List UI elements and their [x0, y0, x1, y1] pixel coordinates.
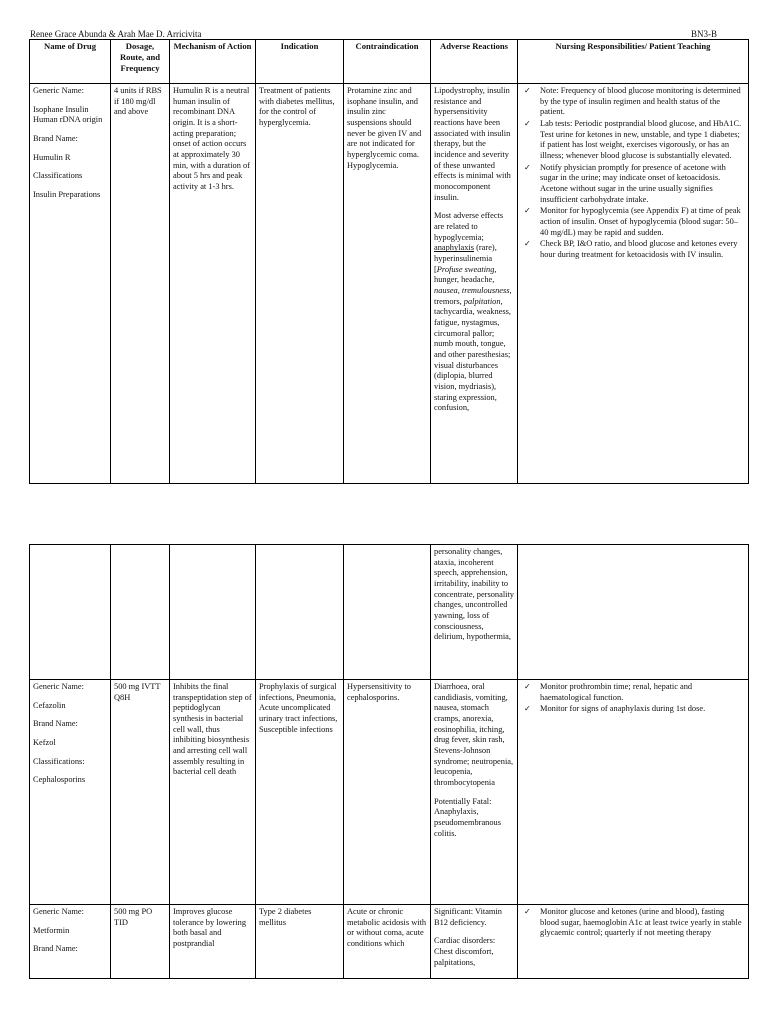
- check-icon: ✓: [524, 239, 531, 249]
- table-row-humulin-continued: [30, 545, 749, 680]
- column-header: Contraindication: [344, 40, 431, 84]
- nursing-cell: [518, 905, 749, 979]
- table-row-humulin: [30, 84, 749, 484]
- check-icon: ✓: [524, 704, 531, 714]
- brand-name-value: Kefzol: [33, 738, 56, 748]
- classification-value: Insulin Preparations: [33, 190, 101, 200]
- brand-name-value: Humulin R: [33, 152, 71, 162]
- drug-name-cell: [30, 905, 111, 979]
- adverse-reactions-cell: personality changes, ataxia, incoherent speech, apprehension, irritability, inability to concentrate, personality changes, uncontrolled yawning, loss of consciousness, delirium, hypothermia,: [431, 545, 518, 680]
- dosage-cell: 4 units if RBS if 180 mg/dl and above: [111, 84, 170, 484]
- indication-cell: Treatment of patients with diabetes mellitus, for the control of hyperglycemia.: [256, 84, 344, 484]
- list-item: ✓ Note: Frequency of blood glucose monitoring is determined by the type of insulin regimen and health status of the patient.: [524, 86, 741, 117]
- classification-value: Cephalosporins: [33, 775, 86, 785]
- drug-name-cell: [30, 680, 111, 905]
- list-item: ✓ Monitor for signs of anaphylaxis during 1st dose.: [524, 704, 706, 714]
- brand-name-label: Brand Name:: [33, 719, 78, 729]
- list-item: ✓ Notify physician promptly for presence of acetone with sugar in the urine; may indicate onset of ketoacidosis. Acetone without sugar in the urine usually signifies insufficient carbohydrate intake.: [524, 162, 726, 204]
- list-item: ✓ Monitor prothrombin time; renal, hepatic and haematological function.: [524, 682, 693, 702]
- table-row-cefazolin: [30, 680, 749, 905]
- list-item: ✓ Monitor for hypoglycemia (see Appendix F) at time of peak action of insulin. Onset of hypoglycemia (blood sugar: 50–40 mg/dL) may be rapid and sudden.: [524, 206, 741, 237]
- check-icon: ✓: [524, 86, 531, 95]
- list-item: ✓ Monitor glucose and ketones (urine and blood), fasting blood sugar, haemoglobin A1c at least twice yearly in stable glycaemic control; quarterly if not meeting therapy: [524, 907, 742, 938]
- nursing-cell: [518, 84, 749, 484]
- table-row-metformin: [30, 905, 749, 979]
- mechanism-cell: Humulin R is a neutral human insulin of recombinant DNA origin. It is a short-acting preparation; onset of action occurs at approximately 30 min, with a duration of about 5 hrs and peak activity at 1-3 hrs.: [170, 84, 256, 484]
- adverse-paragraph: Potentially Fatal: Anaphylaxis, pseudomembranous colitis.: [434, 796, 501, 838]
- table-header-row: [30, 40, 749, 84]
- list-item: ✓ Check BP, I&O ratio, and blood glucose and ketones every hour during treatment for ketoacidosis with IV insulin.: [524, 239, 738, 260]
- adverse-reactions-cell: [431, 905, 518, 979]
- generic-name-label: Generic Name:: [33, 682, 84, 691]
- check-icon: ✓: [524, 119, 531, 129]
- header-authors: Renee Grace Abunda & Arah Mae D. Arricivita: [30, 29, 202, 39]
- adverse-paragraph: Significant: Vitamin B12 deficiency.: [434, 907, 502, 927]
- brand-name-label: Brand Name:: [33, 944, 78, 954]
- adverse-paragraph: Diarrhoea, oral candidiasis, vomiting, nausea, stomach cramps, anorexia, eosinophilia, itching, drug fever, skin rash, Stevens-Johnson syndrome; neutropenia, leucopenia, thrombocytopenia: [434, 682, 514, 788]
- column-header: Adverse Reactions: [431, 40, 518, 84]
- mechanism-cell: Inhibits the final transpeptidation step of peptidoglycan synthesis in bacterial cell wall, thus inhibiting biosynthesis and arresting cell wall assembly resulting in bacterial cell death: [170, 680, 256, 905]
- check-icon: ✓: [524, 206, 531, 216]
- adverse-paragraph: Cardiac disorders: Chest discomfort, palpitations,: [434, 936, 496, 967]
- column-header: Dosage, Route, and Frequency: [111, 40, 170, 84]
- contraindication-cell: Protamine zinc and isophane insulin, and insulin zinc suspensions should never be given IV and are not indicated for hyperglycemic coma. Hypoglycemia.: [344, 84, 431, 484]
- classification-label: Classifications: [33, 171, 83, 181]
- column-header: Name of Drug: [30, 40, 111, 84]
- brand-name-label: Brand Name:: [33, 134, 78, 144]
- column-header: Mechanism of Action: [170, 40, 256, 84]
- column-header: Indication: [256, 40, 344, 84]
- classification-label: Classifications:: [33, 756, 85, 766]
- generic-name-label: Generic Name:: [33, 86, 84, 95]
- check-icon: ✓: [524, 907, 531, 916]
- adverse-reactions-cell: [431, 84, 518, 484]
- check-icon: ✓: [524, 162, 531, 172]
- dosage-cell: 500 mg IVTT Q8H: [111, 680, 170, 905]
- contraindication-cell: Acute or chronic metabolic acidosis with or without coma, acute conditions which: [344, 905, 431, 979]
- indication-cell: Type 2 diabetes mellitus: [256, 905, 344, 979]
- generic-name-value: Isophane Insulin Human rDNA origin: [33, 104, 103, 125]
- header-section: BN3-B: [691, 29, 718, 39]
- mechanism-cell: Improves glucose tolerance by lowering both basal and postprandial: [170, 905, 256, 979]
- drug-table-page-1: [29, 39, 749, 484]
- column-header: Nursing Responsibilities/ Patient Teaching: [518, 40, 749, 84]
- indication-cell: Prophylaxis of surgical infections, Pneumonia, Acute uncomplicated urinary tract infections, Susceptible infections: [256, 680, 344, 905]
- contraindication-cell: Hypersensitivity to cephalosporins.: [344, 680, 431, 905]
- generic-name-value: Metformin: [33, 925, 70, 935]
- drug-table-page-2: [29, 544, 749, 979]
- nursing-cell: [518, 680, 749, 905]
- check-icon: ✓: [524, 682, 531, 691]
- generic-name-label: Generic Name:: [33, 907, 84, 916]
- list-item: ✓ Lab tests: Periodic postprandial blood glucose, and HbA1C. Test urine for ketones in new, unstable, and type 1 diabetes; if patient has lost weight, exercises vigorously, or has an illness; whenever blood glucose is substantially elevated.: [524, 119, 742, 161]
- drug-name-cell: [30, 84, 111, 484]
- generic-name-value: Cefazolin: [33, 700, 66, 710]
- adverse-paragraph: Most adverse effects are related to hypoglycemia; anaphylaxis (rare), hyperinsulinemia [Profuse sweating, hunger, headache, nausea, tremulousness, tremors, palpitation, tachycardia, weakness, fatigue, nystagmus, circumoral pallor; numb mouth, tongue, and other paresthesias; visual disturbances (diplopia, blurred vision, mydriasis), staring expression, confusion,: [434, 211, 512, 413]
- adverse-paragraph: Lipodystrophy, insulin resistance and hypersensitivity reactions have been associated with insulin therapy, but the incidence and severity of these unwanted effects is minimal with monocomponent insulin.: [434, 86, 511, 202]
- dosage-cell: 500 mg PO TID: [111, 905, 170, 979]
- adverse-reactions-cell: [431, 680, 518, 905]
